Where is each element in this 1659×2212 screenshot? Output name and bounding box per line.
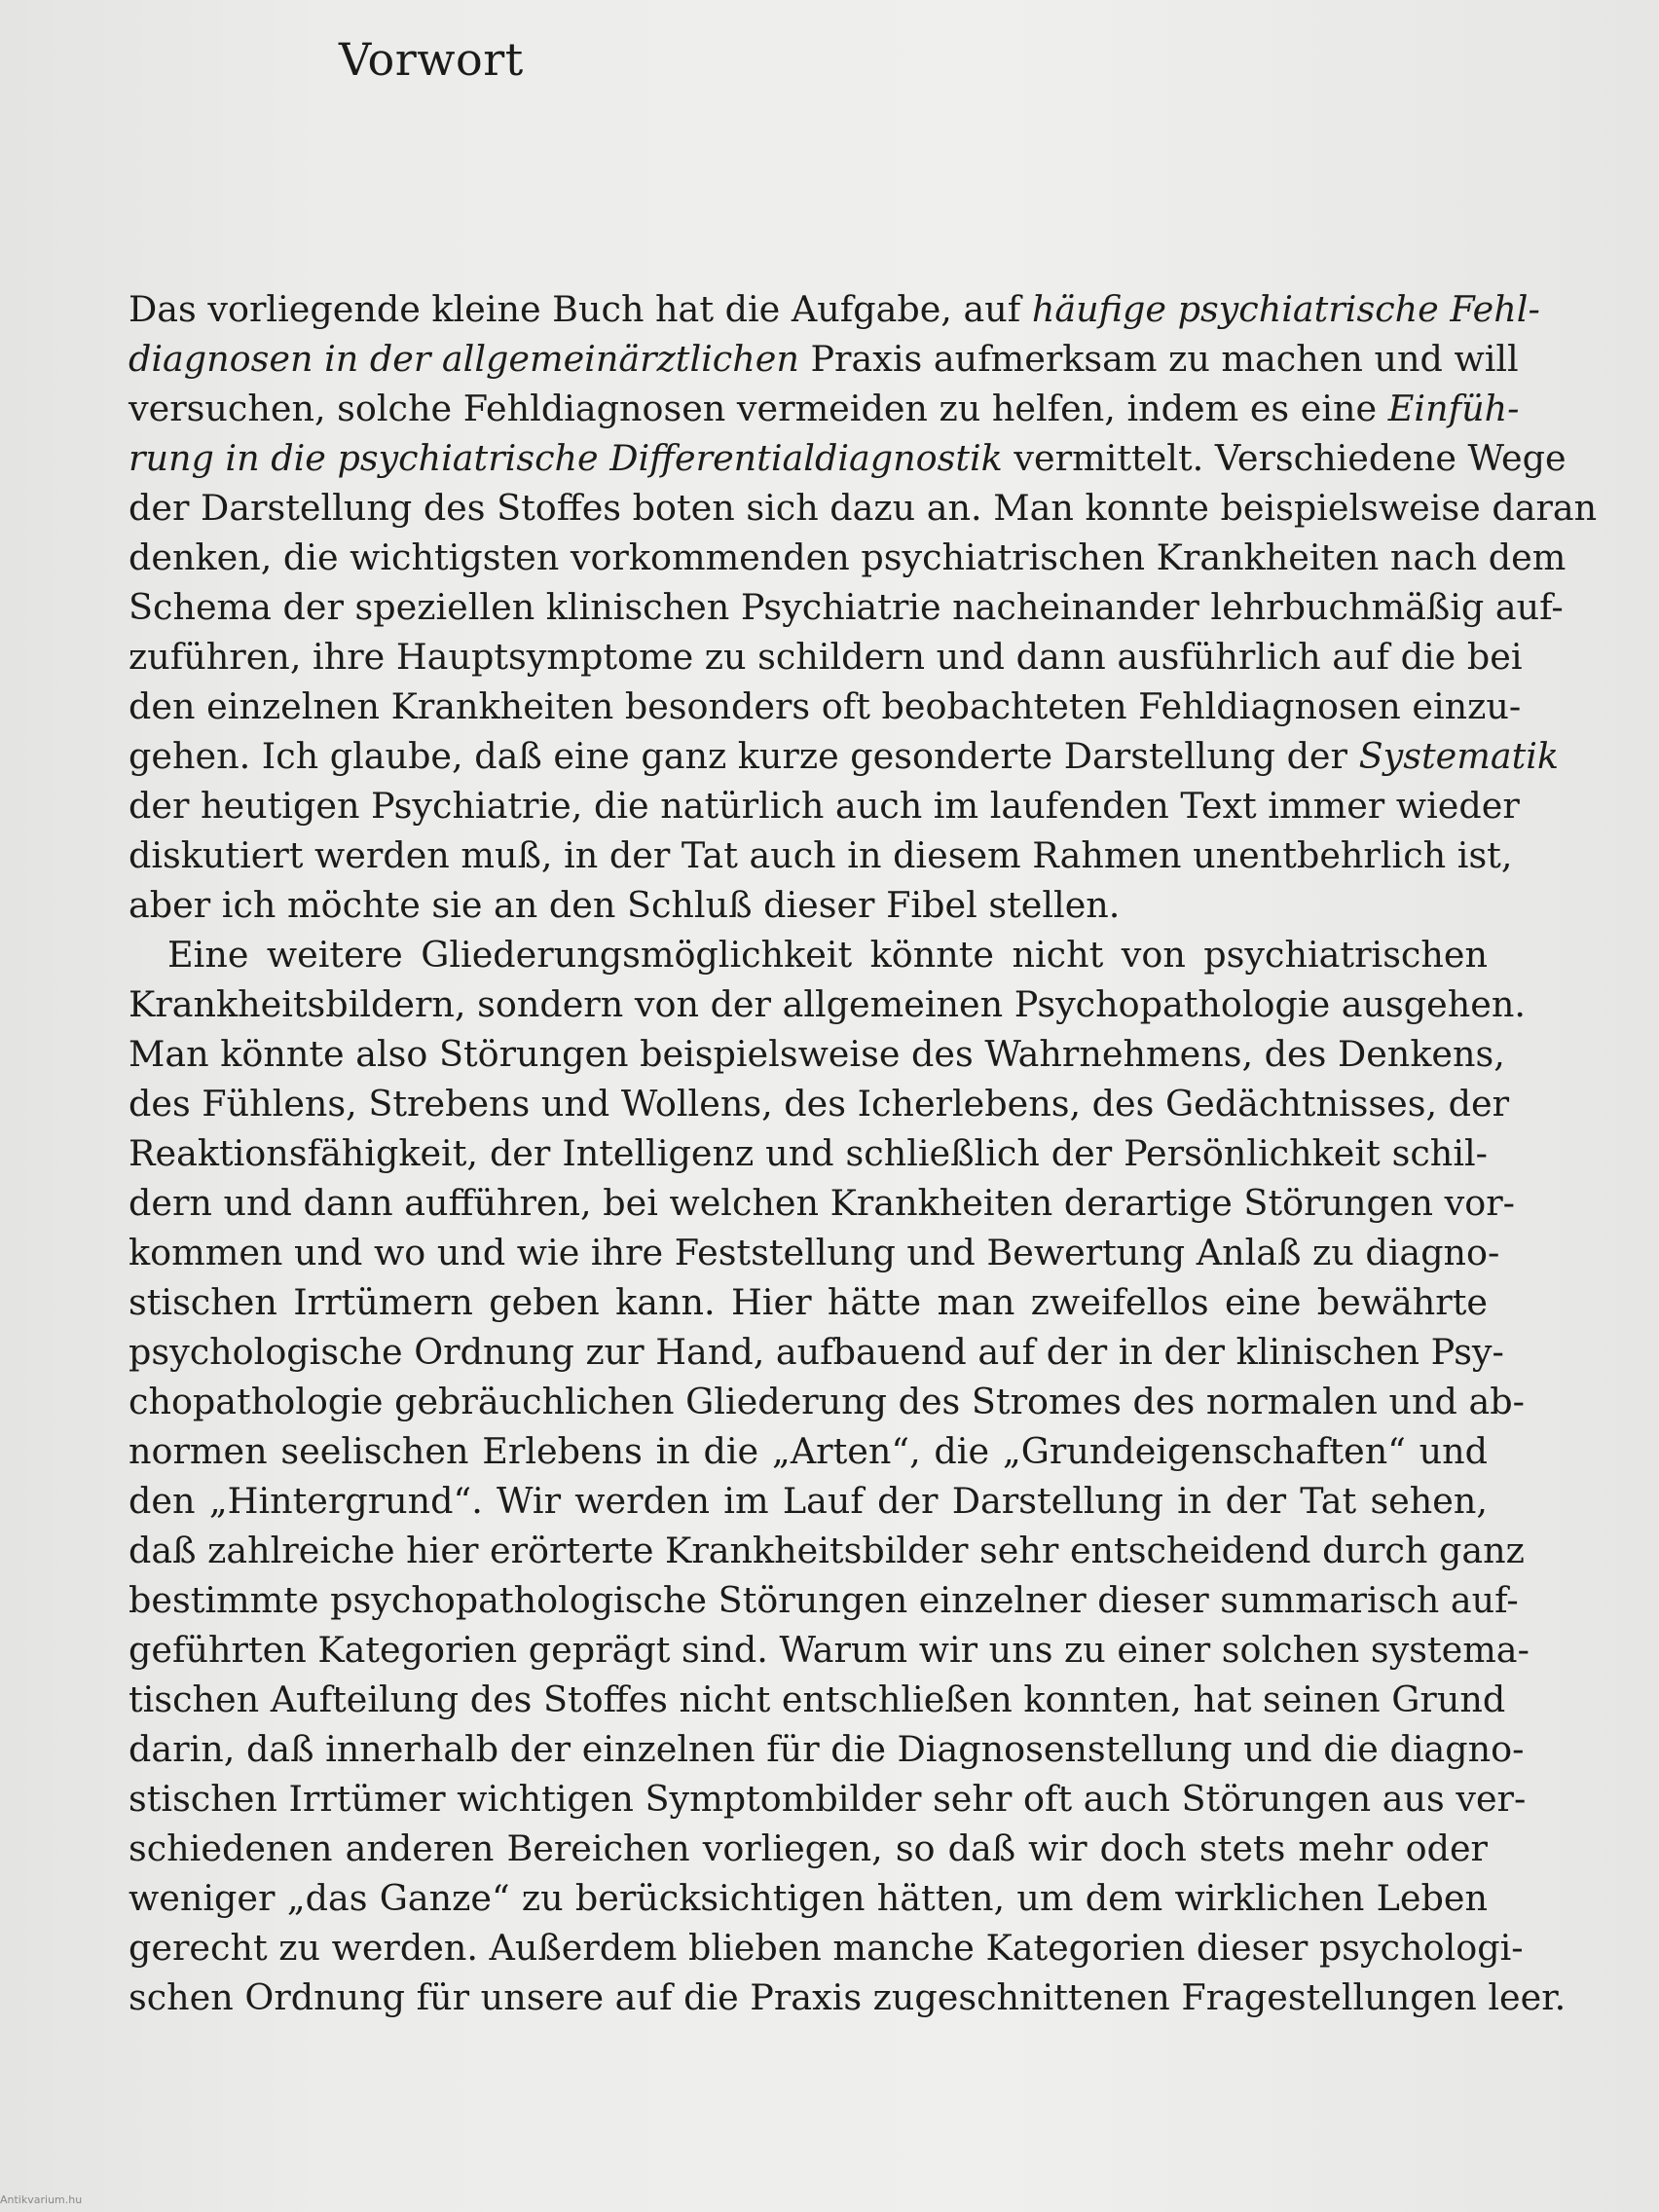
text-line <box>129 1377 1525 1426</box>
text-line <box>129 1029 1505 1079</box>
page-title: Vorwort <box>339 33 524 86</box>
text-line <box>129 930 1488 979</box>
text-line <box>129 433 1567 483</box>
text-line <box>129 781 1520 830</box>
text-line <box>129 284 1540 334</box>
text-line <box>129 1079 1510 1128</box>
text-line <box>129 731 1560 781</box>
text-segment: geführten Kategorien geprägt sind. Warum wir uns zu einer solchen systema- <box>129 1629 1530 1671</box>
text-line <box>129 632 1523 682</box>
text-line <box>129 830 1513 880</box>
text-line <box>129 1575 1519 1625</box>
text-segment: Das vorliegende kleine Buch hat die Aufgabe, auf <box>129 288 1032 330</box>
text-line <box>129 334 1519 384</box>
text-segment: Man könnte also Störungen beispielsweise des Wahrnehmens, des Denkens, <box>129 1033 1505 1075</box>
text-segment: psychologische Ordnung zur Hand, aufbauend auf der in der klinischen Psy- <box>129 1331 1504 1373</box>
text-segment: darin, daß innerhalb der einzelnen für die Diagnosenstellung und die diagno- <box>129 1728 1525 1770</box>
text-segment: den einzelnen Krankheiten besonders oft beobachteten Fehldiagnosen einzu- <box>129 685 1522 727</box>
text-segment: Krankheitsbildern, sondern von der allgemeinen Psychopathologie ausgehen. <box>129 983 1526 1025</box>
paragraph <box>129 930 1567 2022</box>
text-segment: des Fühlens, Strebens und Wollens, des Icherlebens, des Gedächtnisses, der <box>129 1083 1510 1124</box>
text-segment: versuchen, solche Fehldiagnosen vermeiden zu helfen, indem es eine <box>129 387 1388 429</box>
text-segment: Schema der speziellen klinischen Psychiatrie nacheinander lehrbuchmäßig auf- <box>129 586 1564 628</box>
paragraph <box>129 284 1598 930</box>
text-line <box>129 1972 1567 2022</box>
text-segment: denken, die wichtigsten vorkommenden psychiatrischen Krankheiten nach dem <box>129 536 1567 578</box>
text-segment: kommen und wo und wie ihre Feststellung und Bewertung Anlaß zu diagno- <box>129 1232 1500 1273</box>
text-line <box>129 1923 1524 1972</box>
text-line <box>129 880 1488 930</box>
body-text <box>129 284 1598 2022</box>
text-segment: gerecht zu werden. Außerdem blieben manche Kategorien dieser psychologi- <box>129 1927 1524 1969</box>
text-line <box>129 483 1598 533</box>
text-line <box>129 979 1526 1029</box>
text-line <box>129 1625 1530 1675</box>
text-segment: vermittelt. Verschiedene Wege <box>1002 437 1567 479</box>
text-line <box>129 1128 1488 1178</box>
italic-text: Einfüh- <box>1387 387 1520 429</box>
text-segment: gehen. Ich glaube, daß eine ganz kurze gesonderte Darstellung der <box>129 735 1359 777</box>
text-line <box>129 682 1522 731</box>
text-line <box>129 1327 1504 1377</box>
watermark: Antikvarium.hu <box>0 2194 83 2206</box>
text-line <box>129 1873 1488 1923</box>
italic-text: häufige psychiatrische Fehl- <box>1031 288 1540 330</box>
text-segment: aber ich möchte sie an den Schluß dieser Fibel stellen. <box>129 884 1121 926</box>
text-line <box>129 1724 1525 1774</box>
text-segment: Eine weitere Gliederungsmöglichkeit könnte nicht von psychiatrischen <box>167 934 1488 976</box>
text-segment: diskutiert werden muß, in der Tat auch in diesem Rahmen unentbehrlich ist, <box>129 834 1513 876</box>
text-line <box>129 1277 1488 1327</box>
text-segment: bestimmte psychopathologische Störungen einzelner dieser summarisch auf- <box>129 1579 1519 1621</box>
text-line <box>129 1824 1488 1873</box>
text-line <box>129 1426 1488 1476</box>
text-segment: stischen Irrtümern geben kann. Hier hätte man zweifellos eine bewährte <box>129 1281 1488 1323</box>
text-line <box>129 1178 1515 1228</box>
text-line <box>129 1476 1488 1526</box>
text-segment: den „Hintergrund“. Wir werden im Lauf der Darstellung in der Tat sehen, <box>129 1480 1488 1522</box>
text-segment: chopathologie gebräuchlichen Gliederung des Stromes des normalen und ab- <box>129 1381 1525 1422</box>
text-segment: schen Ordnung für unsere auf die Praxis zugeschnittenen Fragestellungen leer. <box>129 1976 1567 2018</box>
text-segment: Reaktionsfähigkeit, der Intelligenz und schließlich der Persönlichkeit schil- <box>129 1132 1488 1174</box>
text-segment: dern und dann aufführen, bei welchen Krankheiten derartige Störungen vor- <box>129 1182 1515 1224</box>
text-segment: Praxis aufmerksam zu machen und will <box>798 338 1519 380</box>
text-line <box>129 1526 1525 1575</box>
text-line <box>129 384 1520 433</box>
text-segment: zuführen, ihre Hauptsymptome zu schildern und dann ausführlich auf die bei <box>129 636 1523 678</box>
text-segment: der heutigen Psychiatrie, die natürlich auch im laufenden Text immer wieder <box>129 785 1520 827</box>
italic-text: rung in die psychiatrische Differentialdiagnostik <box>129 437 1003 479</box>
text-line <box>129 1675 1506 1724</box>
text-segment: weniger „das Ganze“ zu berücksichtigen hätten, um dem wirklichen Leben <box>129 1877 1488 1919</box>
italic-text: diagnosen in der allgemeinärztlichen <box>129 338 799 380</box>
text-line <box>129 1774 1527 1824</box>
text-line <box>129 533 1567 582</box>
text-segment: normen seelischen Erlebens in die „Arten“, die „Grundeigenschaften“ und <box>129 1430 1488 1472</box>
text-segment: tischen Aufteilung des Stoffes nicht entschließen konnten, hat seinen Grund <box>129 1678 1506 1720</box>
italic-text: Systematik <box>1358 735 1560 777</box>
text-segment: der Darstellung des Stoffes boten sich dazu an. Man konnte beispielsweise daran <box>129 487 1598 529</box>
text-line <box>129 582 1564 632</box>
text-segment: schiedenen anderen Bereichen vorliegen, so daß wir doch stets mehr oder <box>129 1827 1488 1869</box>
text-line <box>129 1228 1500 1277</box>
text-segment: daß zahlreiche hier erörterte Krankheitsbilder sehr entscheidend durch ganz <box>129 1530 1525 1571</box>
text-segment: stischen Irrtümer wichtigen Symptombilder sehr oft auch Störungen aus ver- <box>129 1778 1527 1820</box>
